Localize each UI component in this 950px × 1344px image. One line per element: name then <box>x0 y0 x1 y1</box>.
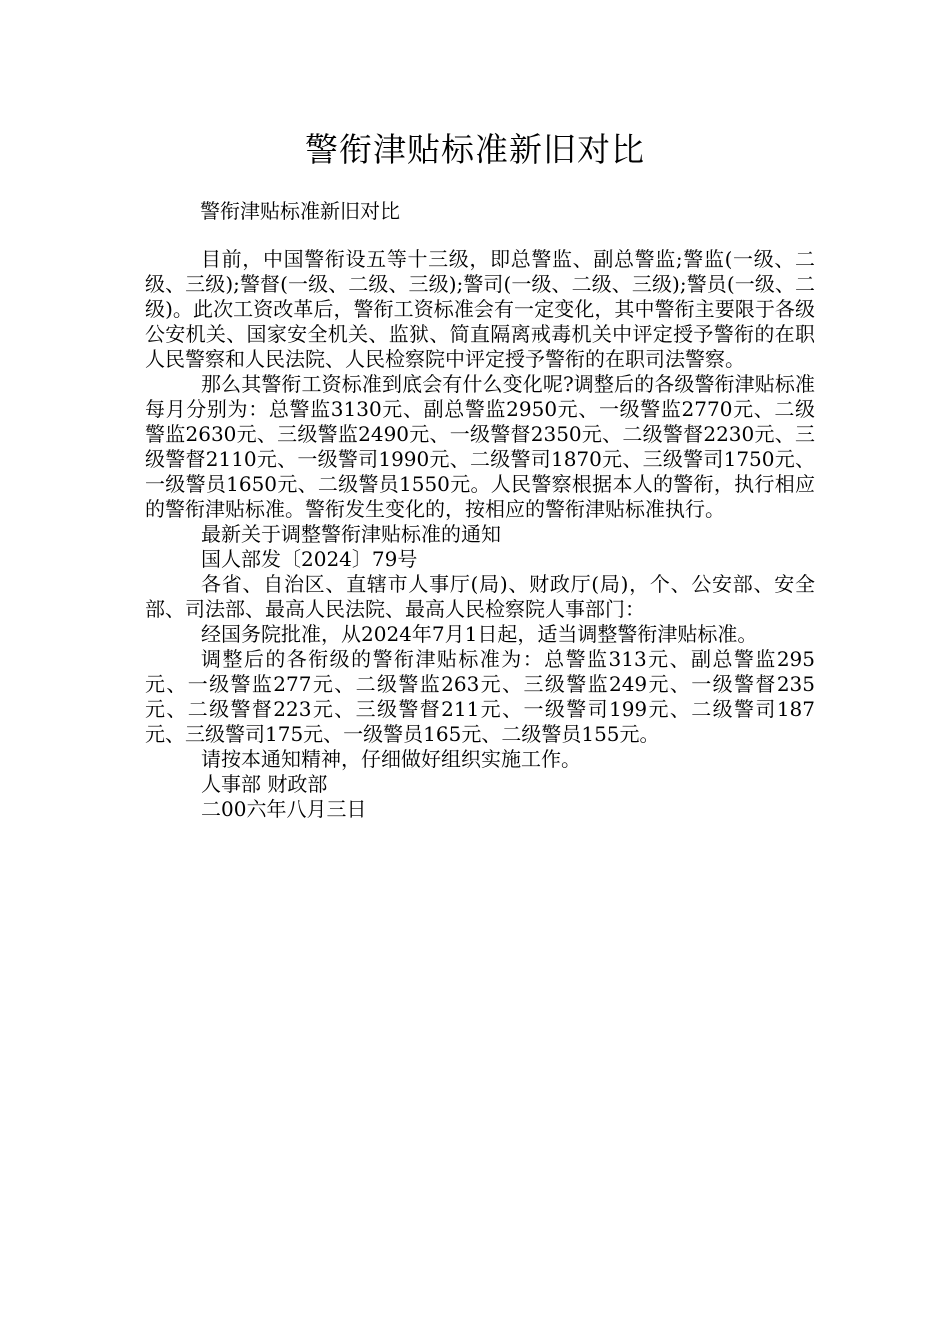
paragraph-new-standard: 那么其警衔工资标准到底会有什么变化呢?调整后的各级警衔津贴标准每月分别为：总警监3130元、副总警监2950元、一级警监2770元、二级警监2630元、三级警监2490元、一级警督2350元、二级警督2230元、三级警督2110元、一级警司1990元、二级警司1870元、三级警司1750元、一级警员1650元、二级警员1550元。人民警察根据本人的警衔，执行相应的警衔津贴标准。警衔发生变化的，按相应的警衔津贴标准执行。 <box>145 372 815 521</box>
document-title: 警衔津贴标准新旧对比 <box>305 130 645 169</box>
notice-number: 国人部发〔2024〕79号 <box>201 547 418 571</box>
notice-issuer: 人事部 财政部 <box>201 772 328 796</box>
notice-heading: 最新关于调整警衔津贴标准的通知 <box>201 522 501 546</box>
notice-date: 二00六年八月三日 <box>201 797 367 821</box>
notice-recipients: 各省、自治区、直辖市人事厅(局)、财政厅(局)，个、公安部、安全部、司法部、最高人民法院、最高人民检察院人事部门： <box>145 572 815 621</box>
paragraph-intro: 目前，中国警衔设五等十三级，即总警监、副总警监;警监(一级、二级、三级);警督(一级、二级、三级);警司(一级、二级、三级);警员(一级、二级)。此次工资改革后，警衔工资标准会有一定变化，其中警衔主要限于各级公安机关、国家安全机关、监狱、简直隔离戒毒机关中评定授予警衔的在职人民警察和人民法院、人民检察院中评定授予警衔的在职司法警察。 <box>145 247 815 371</box>
document-subtitle: 警衔津贴标准新旧对比 <box>200 199 400 223</box>
notice-approval: 经国务院批准，从2024年7月1日起，适当调整警衔津贴标准。 <box>201 622 758 646</box>
notice-instruction: 请按本通知精神，仔细做好组织实施工作。 <box>201 747 581 771</box>
notice-standards: 调整后的各衔级的警衔津贴标准为：总警监313元、副总警监295元、一级警监277元、二级警监263元、三级警监249元、一级警督235元、二级警督223元、三级警督211元、一级警司199元、二级警司187元、三级警司175元、一级警员165元、二级警员155元。 <box>145 647 815 746</box>
document-body <box>145 247 815 822</box>
